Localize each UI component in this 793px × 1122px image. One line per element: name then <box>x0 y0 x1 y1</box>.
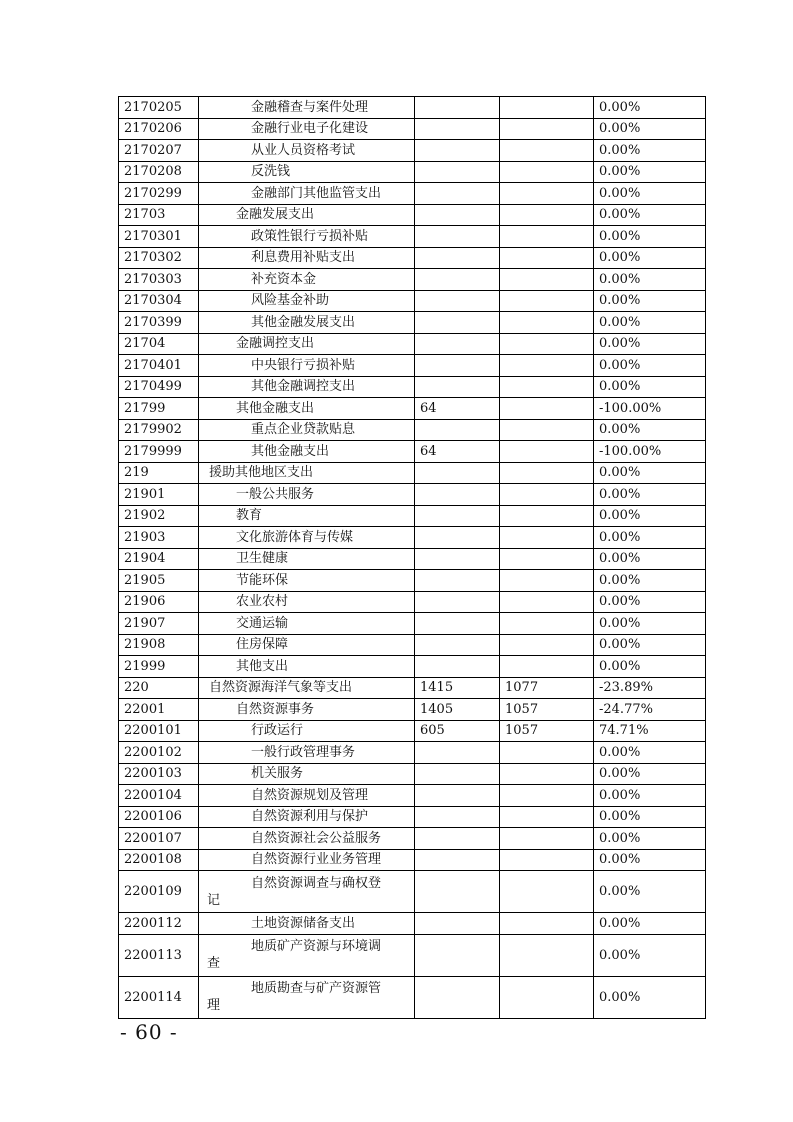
subject-name-cell: 机关服务 <box>199 763 415 785</box>
subject-name-cell: 从业人员资格考试 <box>199 140 415 162</box>
subject-code-cell: 21799 <box>119 398 199 420</box>
subject-code-cell: 21703 <box>119 204 199 226</box>
change-percent-cell: 0.00% <box>594 591 706 613</box>
current-year-value-cell <box>500 484 594 506</box>
subject-code-cell: 2170205 <box>119 97 199 119</box>
subject-name-cell: 金融部门其他监管支出 <box>199 183 415 205</box>
table-row <box>119 118 706 140</box>
change-percent-cell: 0.00% <box>594 828 706 850</box>
subject-code-cell: 21906 <box>119 591 199 613</box>
table-row <box>119 97 706 119</box>
prior-year-value-cell <box>415 742 500 764</box>
subject-name-cell <box>199 871 415 913</box>
prior-year-value-cell <box>415 656 500 678</box>
subject-name-cell: 一般公共服务 <box>199 484 415 506</box>
table-row <box>119 226 706 248</box>
subject-name-cell: 援助其他地区支出 <box>199 462 415 484</box>
subject-code-cell: 2170206 <box>119 118 199 140</box>
subject-name-cell: 自然资源规划及管理 <box>199 785 415 807</box>
current-year-value-cell: 1057 <box>500 720 594 742</box>
current-year-value-cell <box>500 290 594 312</box>
current-year-value-cell <box>500 376 594 398</box>
change-percent-cell: 0.00% <box>594 140 706 162</box>
prior-year-value-cell <box>415 118 500 140</box>
subject-name-cell: 住房保障 <box>199 634 415 656</box>
current-year-value-cell <box>500 441 594 463</box>
subject-code-cell: 2179999 <box>119 441 199 463</box>
change-percent-cell: 0.00% <box>594 247 706 269</box>
subject-name-cell: 其他金融支出 <box>199 398 415 420</box>
subject-code-cell: 21903 <box>119 527 199 549</box>
prior-year-value-cell <box>415 161 500 183</box>
prior-year-value-cell <box>415 976 500 1018</box>
table-row <box>119 161 706 183</box>
current-year-value-cell <box>500 226 594 248</box>
subject-name-cell: 自然资源社会公益服务 <box>199 828 415 850</box>
budget-table <box>118 96 706 1019</box>
current-year-value-cell <box>500 828 594 850</box>
subject-name-cell: 教育 <box>199 505 415 527</box>
subject-code-cell: 22001 <box>119 699 199 721</box>
current-year-value-cell <box>500 247 594 269</box>
prior-year-value-cell <box>415 312 500 334</box>
prior-year-value-cell <box>415 591 500 613</box>
change-percent-cell: -100.00% <box>594 441 706 463</box>
subject-code-cell: 2170208 <box>119 161 199 183</box>
change-percent-cell: 0.00% <box>594 333 706 355</box>
table-row <box>119 742 706 764</box>
subject-code-cell: 2179902 <box>119 419 199 441</box>
table-row <box>119 828 706 850</box>
change-percent-cell: 0.00% <box>594 462 706 484</box>
change-percent-cell: 0.00% <box>594 226 706 248</box>
prior-year-value-cell <box>415 828 500 850</box>
subject-name-cell: 金融稽查与案件处理 <box>199 97 415 119</box>
subject-name-cell: 中央银行亏损补贴 <box>199 355 415 377</box>
subject-name-cell: 反洗钱 <box>199 161 415 183</box>
current-year-value-cell <box>500 742 594 764</box>
subject-name-cell: 其他金融支出 <box>199 441 415 463</box>
current-year-value-cell <box>500 183 594 205</box>
change-percent-cell: 0.00% <box>594 269 706 291</box>
subject-code-cell: 2170399 <box>119 312 199 334</box>
current-year-value-cell <box>500 505 594 527</box>
change-percent-cell: 0.00% <box>594 785 706 807</box>
subject-code-cell: 2170499 <box>119 376 199 398</box>
change-percent-cell: 0.00% <box>594 934 706 976</box>
prior-year-value-cell <box>415 269 500 291</box>
current-year-value-cell: 1077 <box>500 677 594 699</box>
table-row <box>119 505 706 527</box>
subject-code-cell: 21999 <box>119 656 199 678</box>
prior-year-value-cell <box>415 355 500 377</box>
subject-code-cell: 2200102 <box>119 742 199 764</box>
table-row <box>119 527 706 549</box>
subject-code-cell: 2200109 <box>119 871 199 913</box>
current-year-value-cell <box>500 656 594 678</box>
table-row <box>119 355 706 377</box>
change-percent-cell: 0.00% <box>594 355 706 377</box>
change-percent-cell: 0.00% <box>594 613 706 635</box>
subject-name-cell <box>199 976 415 1018</box>
subject-name-line2: 记 <box>207 892 221 908</box>
prior-year-value-cell <box>415 226 500 248</box>
subject-code-cell: 2170301 <box>119 226 199 248</box>
change-percent-cell: -24.77% <box>594 699 706 721</box>
prior-year-value-cell: 1415 <box>415 677 500 699</box>
subject-code-cell: 21902 <box>119 505 199 527</box>
table-row <box>119 333 706 355</box>
table-row <box>119 484 706 506</box>
current-year-value-cell <box>500 634 594 656</box>
table-row <box>119 269 706 291</box>
subject-name-line1: 自然资源调查与确权登 <box>251 875 382 891</box>
subject-name-cell: 自然资源行业业务管理 <box>199 849 415 871</box>
table-row <box>119 376 706 398</box>
table-row <box>119 656 706 678</box>
subject-name-cell: 文化旅游体育与传媒 <box>199 527 415 549</box>
current-year-value-cell <box>500 548 594 570</box>
change-percent-cell: 0.00% <box>594 656 706 678</box>
prior-year-value-cell: 605 <box>415 720 500 742</box>
prior-year-value-cell <box>415 763 500 785</box>
subject-name-cell: 金融发展支出 <box>199 204 415 226</box>
page-number: - 60 - <box>120 1020 178 1044</box>
subject-code-cell: 21907 <box>119 613 199 635</box>
table-row <box>119 720 706 742</box>
subject-name-cell: 自然资源海洋气象等支出 <box>199 677 415 699</box>
current-year-value-cell <box>500 806 594 828</box>
change-percent-cell: 0.00% <box>594 871 706 913</box>
table-row <box>119 806 706 828</box>
table-row <box>119 290 706 312</box>
current-year-value-cell <box>500 312 594 334</box>
table-row <box>119 613 706 635</box>
table-row <box>119 398 706 420</box>
prior-year-value-cell <box>415 849 500 871</box>
table-row <box>119 462 706 484</box>
subject-code-cell: 2170304 <box>119 290 199 312</box>
prior-year-value-cell <box>415 527 500 549</box>
prior-year-value-cell <box>415 913 500 935</box>
subject-code-cell: 2200106 <box>119 806 199 828</box>
prior-year-value-cell <box>415 290 500 312</box>
table-row <box>119 548 706 570</box>
subject-code-cell: 21905 <box>119 570 199 592</box>
subject-code-cell: 2200103 <box>119 763 199 785</box>
subject-name-cell: 节能环保 <box>199 570 415 592</box>
prior-year-value-cell <box>415 333 500 355</box>
subject-name-cell: 土地资源储备支出 <box>199 913 415 935</box>
prior-year-value-cell <box>415 204 500 226</box>
subject-code-cell: 21904 <box>119 548 199 570</box>
subject-code-cell: 2170299 <box>119 183 199 205</box>
change-percent-cell: 0.00% <box>594 849 706 871</box>
subject-code-cell: 2170401 <box>119 355 199 377</box>
current-year-value-cell <box>500 527 594 549</box>
subject-name-line1: 地质勘查与矿产资源管 <box>251 981 382 996</box>
change-percent-cell: 0.00% <box>594 806 706 828</box>
subject-code-cell: 2200104 <box>119 785 199 807</box>
current-year-value-cell <box>500 462 594 484</box>
subject-name-cell: 农业农村 <box>199 591 415 613</box>
current-year-value-cell <box>500 398 594 420</box>
change-percent-cell: 0.00% <box>594 763 706 785</box>
current-year-value-cell <box>500 97 594 119</box>
table-row <box>119 204 706 226</box>
current-year-value-cell <box>500 763 594 785</box>
prior-year-value-cell <box>415 419 500 441</box>
change-percent-cell: 0.00% <box>594 97 706 119</box>
subject-code-cell: 21704 <box>119 333 199 355</box>
table-row <box>119 183 706 205</box>
current-year-value-cell <box>500 419 594 441</box>
subject-code-cell: 2200113 <box>119 934 199 976</box>
change-percent-cell: 0.00% <box>594 376 706 398</box>
subject-name-cell: 行政运行 <box>199 720 415 742</box>
subject-name-cell: 一般行政管理事务 <box>199 742 415 764</box>
subject-code-cell: 2170207 <box>119 140 199 162</box>
current-year-value-cell <box>500 269 594 291</box>
table-row <box>119 441 706 463</box>
change-percent-cell: 0.00% <box>594 742 706 764</box>
current-year-value-cell <box>500 934 594 976</box>
change-percent-cell: 0.00% <box>594 312 706 334</box>
change-percent-cell: 0.00% <box>594 183 706 205</box>
subject-name-line2: 查 <box>207 956 221 971</box>
table-row <box>119 634 706 656</box>
prior-year-value-cell: 64 <box>415 441 500 463</box>
subject-name-cell: 政策性银行亏损补贴 <box>199 226 415 248</box>
current-year-value-cell <box>500 570 594 592</box>
change-percent-cell: 0.00% <box>594 976 706 1018</box>
subject-name-cell: 自然资源事务 <box>199 699 415 721</box>
current-year-value-cell: 1057 <box>500 699 594 721</box>
subject-code-cell: 219 <box>119 462 199 484</box>
subject-code-cell: 2170303 <box>119 269 199 291</box>
current-year-value-cell <box>500 140 594 162</box>
table-row <box>119 699 706 721</box>
table-row <box>119 312 706 334</box>
table-row <box>119 785 706 807</box>
prior-year-value-cell: 1405 <box>415 699 500 721</box>
current-year-value-cell <box>500 976 594 1018</box>
subject-code-cell: 220 <box>119 677 199 699</box>
table-row <box>119 677 706 699</box>
subject-code-cell: 2200107 <box>119 828 199 850</box>
change-percent-cell: 0.00% <box>594 419 706 441</box>
subject-name-cell <box>199 934 415 976</box>
table-row <box>119 934 706 976</box>
prior-year-value-cell <box>415 462 500 484</box>
current-year-value-cell <box>500 333 594 355</box>
subject-name-cell: 交通运输 <box>199 613 415 635</box>
table-body <box>119 97 706 1019</box>
current-year-value-cell <box>500 161 594 183</box>
subject-code-cell: 2200108 <box>119 849 199 871</box>
prior-year-value-cell <box>415 613 500 635</box>
prior-year-value-cell <box>415 140 500 162</box>
subject-code-cell: 2200114 <box>119 976 199 1018</box>
change-percent-cell: -100.00% <box>594 398 706 420</box>
subject-code-cell: 21901 <box>119 484 199 506</box>
subject-name-cell: 其他金融调控支出 <box>199 376 415 398</box>
prior-year-value-cell <box>415 871 500 913</box>
prior-year-value-cell: 64 <box>415 398 500 420</box>
change-percent-cell: 0.00% <box>594 913 706 935</box>
current-year-value-cell <box>500 118 594 140</box>
current-year-value-cell <box>500 849 594 871</box>
table-row <box>119 140 706 162</box>
prior-year-value-cell <box>415 570 500 592</box>
prior-year-value-cell <box>415 247 500 269</box>
change-percent-cell: -23.89% <box>594 677 706 699</box>
table-row <box>119 871 706 913</box>
subject-name-cell: 卫生健康 <box>199 548 415 570</box>
prior-year-value-cell <box>415 785 500 807</box>
table-row <box>119 247 706 269</box>
current-year-value-cell <box>500 871 594 913</box>
prior-year-value-cell <box>415 934 500 976</box>
prior-year-value-cell <box>415 548 500 570</box>
prior-year-value-cell <box>415 183 500 205</box>
change-percent-cell: 0.00% <box>594 161 706 183</box>
subject-name-cell: 自然资源利用与保护 <box>199 806 415 828</box>
subject-name-cell: 风险基金补助 <box>199 290 415 312</box>
table-row <box>119 849 706 871</box>
subject-name-cell: 补充资本金 <box>199 269 415 291</box>
table-row <box>119 913 706 935</box>
table-row <box>119 976 706 1018</box>
prior-year-value-cell <box>415 97 500 119</box>
subject-name-cell: 其他支出 <box>199 656 415 678</box>
subject-code-cell: 2200101 <box>119 720 199 742</box>
prior-year-value-cell <box>415 484 500 506</box>
current-year-value-cell <box>500 355 594 377</box>
table-row <box>119 591 706 613</box>
subject-name-cell: 利息费用补贴支出 <box>199 247 415 269</box>
change-percent-cell: 0.00% <box>594 290 706 312</box>
subject-code-cell: 21908 <box>119 634 199 656</box>
change-percent-cell: 0.00% <box>594 527 706 549</box>
change-percent-cell: 0.00% <box>594 118 706 140</box>
change-percent-cell: 0.00% <box>594 505 706 527</box>
prior-year-value-cell <box>415 505 500 527</box>
subject-name-cell: 金融调控支出 <box>199 333 415 355</box>
subject-name-line2: 理 <box>207 998 221 1013</box>
current-year-value-cell <box>500 204 594 226</box>
current-year-value-cell <box>500 785 594 807</box>
change-percent-cell: 0.00% <box>594 634 706 656</box>
table-row <box>119 419 706 441</box>
change-percent-cell: 74.71% <box>594 720 706 742</box>
prior-year-value-cell <box>415 376 500 398</box>
current-year-value-cell <box>500 613 594 635</box>
change-percent-cell: 0.00% <box>594 204 706 226</box>
change-percent-cell: 0.00% <box>594 484 706 506</box>
subject-code-cell: 2170302 <box>119 247 199 269</box>
prior-year-value-cell <box>415 806 500 828</box>
current-year-value-cell <box>500 913 594 935</box>
subject-name-cell: 其他金融发展支出 <box>199 312 415 334</box>
change-percent-cell: 0.00% <box>594 548 706 570</box>
change-percent-cell: 0.00% <box>594 570 706 592</box>
subject-name-cell: 金融行业电子化建设 <box>199 118 415 140</box>
table-row <box>119 570 706 592</box>
current-year-value-cell <box>500 591 594 613</box>
prior-year-value-cell <box>415 634 500 656</box>
subject-name-line1: 地质矿产资源与环境调 <box>251 939 382 954</box>
subject-name-cell: 重点企业贷款贴息 <box>199 419 415 441</box>
table-row <box>119 763 706 785</box>
subject-code-cell: 2200112 <box>119 913 199 935</box>
